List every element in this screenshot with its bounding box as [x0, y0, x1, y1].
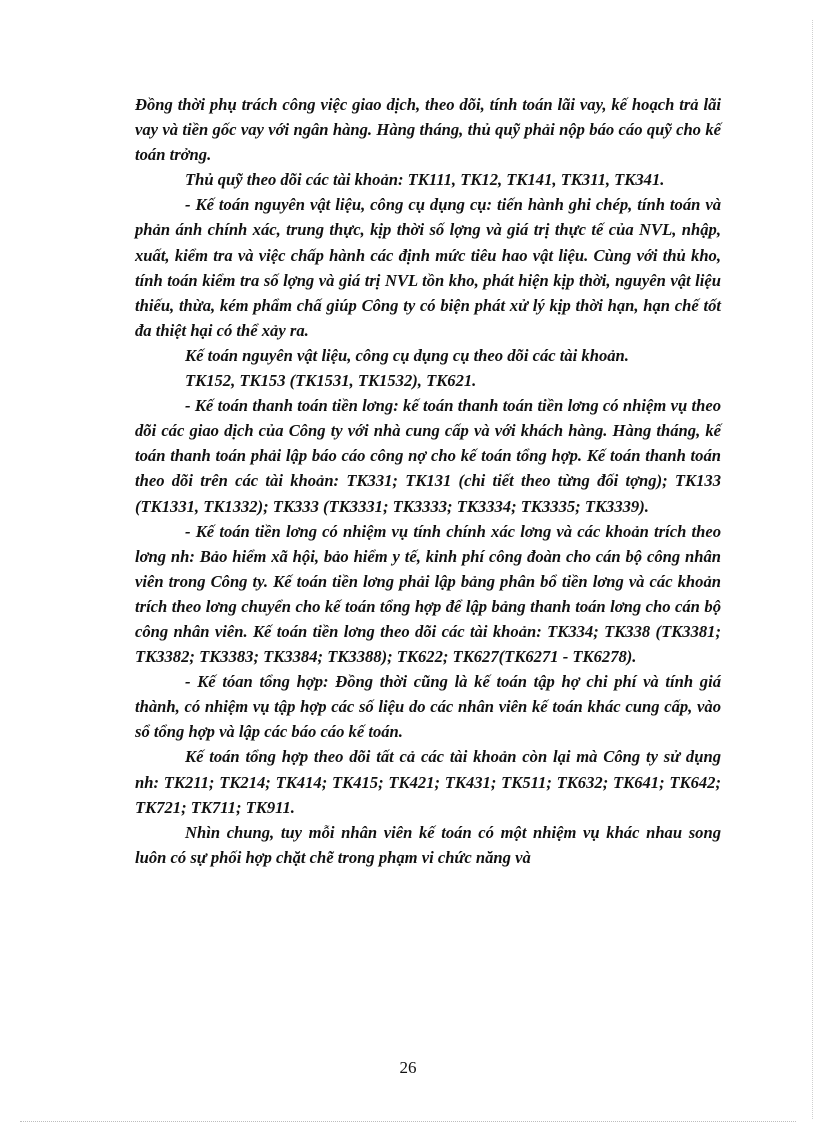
paragraph: Kế toán nguyên vật liệu, công cụ dụng cụ theo dõi các tài khoản. [185, 345, 629, 365]
paragraph: Kế toán tổng hợp theo dõi tất cả các tài khoản còn lại mà Công ty sử dụng nh: TK211; TK214; TK414; TK415; TK421; TK431; TK511; TK632; TK641; TK642; TK721; TK711; TK911. [135, 747, 721, 817]
page-edge-bottom [20, 1121, 796, 1122]
paragraph: - Kế toán tiền lơng có nhiệm vụ tính chính xác lơng và các khoản trích theo lơng nh: Bảo hiểm xã hội, bảo hiểm y tế, kinh phí công đoàn cho cán bộ công nhân viên trong Công ty. Kế toán tiền lơng phải lập bảng phân bổ tiền lơng và các khoản trích theo lơng chuyển cho kế toán tổng hợp để lập bảng thanh toán lơng cho cán bộ công nhân viên. Kế toán tiền lơng theo dõi các tài khoản: TK334; TK338 (TK3381; TK3382; TK3383; TK3384; TK3388); TK622; TK627(TK6271 - TK6278). [135, 521, 721, 667]
page-number: 26 [399, 1058, 417, 1077]
paragraph: Đồng thời phụ trách công việc giao dịch, theo dõi, tính toán lãi vay, kế hoạch trả lãi vay và tiền gốc vay với ngân hàng. Hàng tháng, thủ quỹ phải nộp báo cáo quỹ cho kế toán trởng. [135, 95, 721, 165]
page-edge-right [812, 20, 813, 1119]
paragraph: Nhìn chung, tuy mỗi nhân viên kế toán có một nhiệm vụ khác nhau song luôn có sự phối hợp chặt chẽ trong phạm vi chức năng và [135, 822, 721, 867]
body-text [135, 92, 721, 870]
paragraph: - Kế tóan tổng hợp: Đồng thời cũng là kế toán tập hợ chi phí và tính giá thành, có nhiệm vụ tập hợp các số liệu do các nhân viên kế toán khác cung cấp, vào sổ tổng hợp và lập các báo cáo kế toán. [135, 672, 721, 742]
paragraph: TK152, TK153 (TK1531, TK1532), TK621. [185, 371, 477, 391]
paragraph: Thủ quỹ theo dõi các tài khoản: TK111, TK12, TK141, TK311, TK341. [185, 170, 665, 190]
paragraph: - Kế toán thanh toán tiền lơng: kế toán thanh toán tiền lơng có nhiệm vụ theo dõi các giao dịch của Công ty với nhà cung cấp và với khách hàng. Hàng tháng, kế toán thanh toán phải lập báo cáo công nợ cho kế toán tổng hợp. Kế toán thanh toán theo dõi trên các tài khoản: TK331; TK131 (chi tiết theo từng đối tợng); TK133 (TK1331, TK1332); TK333 (TK3331; TK3333; TK3334; TK3335; TK3339). [135, 396, 721, 516]
paragraph: - Kế toán nguyên vật liệu, công cụ dụng cụ: tiến hành ghi chép, tính toán và phản ánh chính xác, trung thực, kịp thời số lợng và giá trị thực tế của NVL, nhập, xuất, kiểm tra và việc chấp hành các định mức tiêu hao vật liệu. Cùng với thủ kho, tính toán kiểm tra số lợng và giá trị NVL tồn kho, phát hiện kịp thời, nguyên vật liệu thiếu, thừa, kém phẩm chấ giúp Công ty có biện phát xử lý kịp thời hạn, hạn chế tốt đa thiệt hại có thể xảy ra. [135, 195, 721, 340]
